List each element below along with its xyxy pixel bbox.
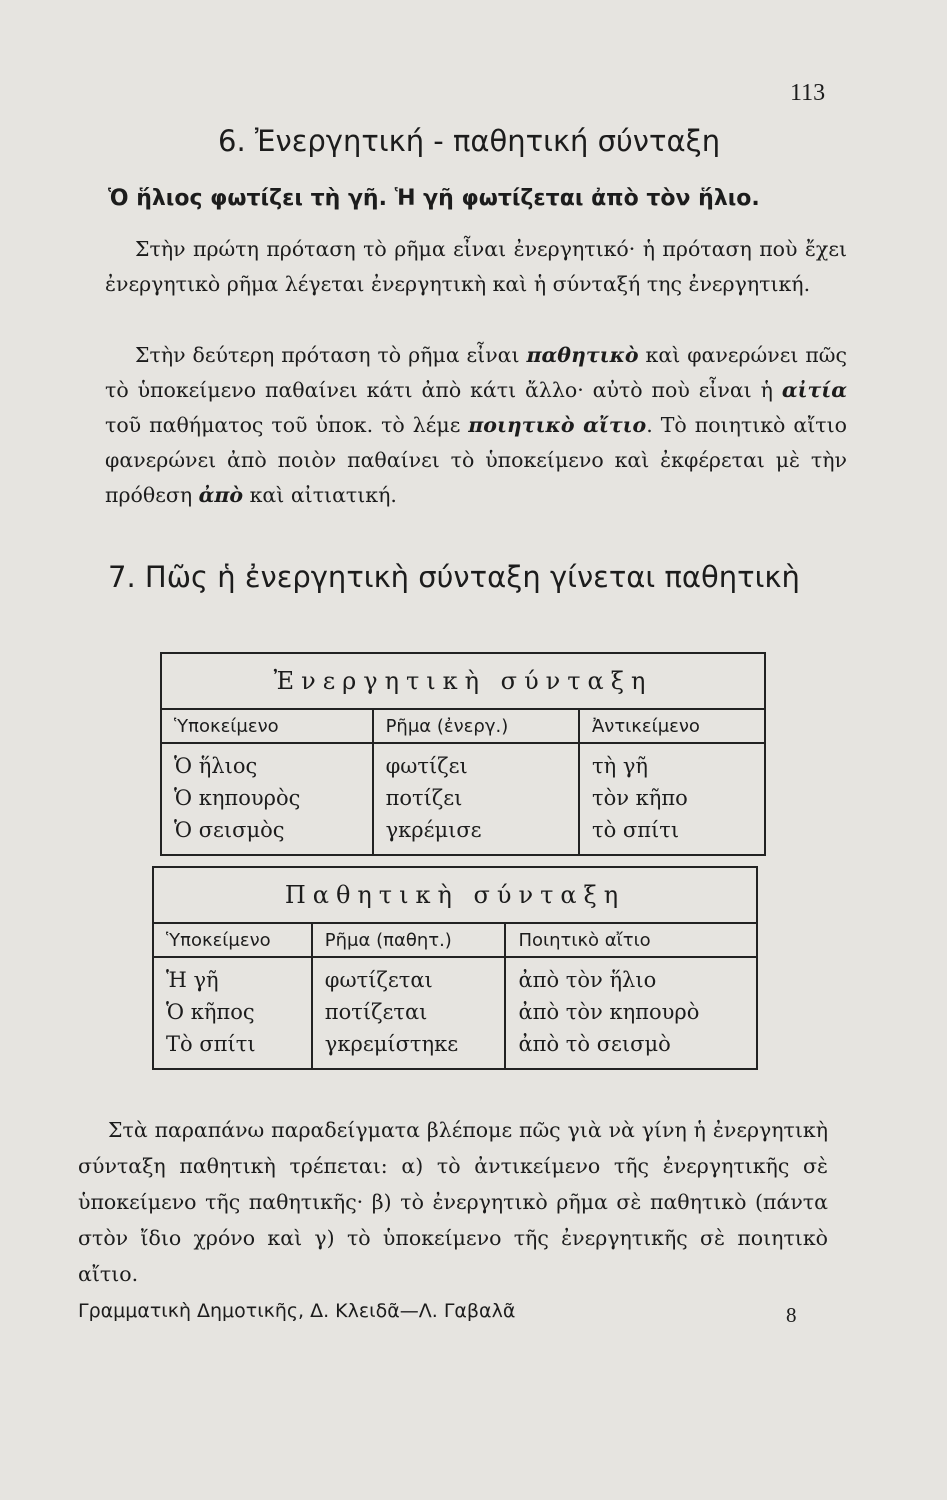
verb-cell bbox=[373, 743, 579, 855]
cell-line: ποτίζει bbox=[385, 786, 463, 810]
signature-mark: 8 bbox=[786, 1303, 797, 1327]
cell-line: τὸν κῆπο bbox=[591, 786, 688, 810]
active-table-title: Ἐνεργητικὴ σύνταξη bbox=[161, 653, 765, 709]
paragraph-passive bbox=[105, 338, 847, 513]
section-7-heading: 7. Πῶς ἡ ἐνεργητικὴ σύνταξη γίνεται παθητικὴ bbox=[108, 560, 800, 594]
cell-line: γκρέμισε bbox=[385, 818, 482, 842]
paragraph-active: Στὴν πρώτη πρόταση τὸ ρῆμα εἶναι ἐνεργητικό· ἡ πρόταση ποὺ ἔχει ἐνεργητικὸ ρῆμα λέγεται ἐνεργητικὴ καὶ ἡ σύνταξή της ἐνεργητική. bbox=[105, 237, 847, 296]
cell-line: Ἡ γῆ bbox=[166, 968, 219, 992]
term-agent: ποιητικὸ αἴτιο bbox=[468, 413, 647, 437]
cell-line: Ὁ κῆπος bbox=[166, 1000, 255, 1024]
cell-line: τὸ σπίτι bbox=[591, 818, 680, 842]
text-run: καὶ φανερώνει πῶς τὸ ὑποκείμενο παθαίνει κάτι ἀπὸ κάτι ἄλλο· αὐτὸ ποὺ εἶναι ἡ bbox=[105, 343, 847, 402]
cell-line: ἀπὸ τὸ σεισμὸ bbox=[518, 1032, 671, 1056]
cell-line: γκρεμίστηκε bbox=[324, 1032, 459, 1056]
page-number: 113 bbox=[790, 80, 826, 106]
cell-line: φωτίζει bbox=[385, 754, 468, 778]
col-header-verb: Ρῆμα (παθητ.) bbox=[312, 923, 506, 957]
cell-line: τὴ γῆ bbox=[591, 754, 648, 778]
paragraph-conversion: Στὰ παραπάνω παραδείγματα βλέπομε πῶς γιὰ νὰ γίνη ἡ ἐνεργητικὴ σύνταξη παθητικὴ τρέπεται: α) τὸ ἀντικείμενο τῆς ἐνεργητικῆς σὲ ὑποκείμενο τῆς παθητικῆς· β) τὸ ἐνεργητικὸ ρῆμα σὲ παθητικὸ (πάντα στὸν ἴδιο χρόνο καὶ γ) τὸ ὑποκείμενο τῆς ἐνεργητικῆς σὲ ποιητικὸ αἴτιο. bbox=[78, 1118, 828, 1286]
col-header-agent: Ποιητικὸ αἴτιο bbox=[505, 923, 757, 957]
cell-line: Ὁ κηπουρὸς bbox=[174, 786, 301, 810]
object-cell bbox=[579, 743, 765, 855]
term-preposition: ἀπὸ bbox=[198, 483, 244, 507]
verb-cell bbox=[312, 957, 506, 1069]
col-header-object: Ἀντικείμενο bbox=[579, 709, 765, 743]
passive-table-title: Παθητικὴ σύνταξη bbox=[153, 867, 757, 923]
example-sentence: Ὁ ἥλιος φωτίζει τὴ γῆ. Ἡ γῆ φωτίζεται ἀπὸ τὸν ἥλιο. bbox=[108, 186, 760, 211]
active-voice-table bbox=[160, 652, 766, 856]
cell-line: Ὁ ἥλιος bbox=[174, 754, 258, 778]
subject-cell bbox=[153, 957, 312, 1069]
cell-line: Τὸ σπίτι bbox=[166, 1032, 256, 1056]
text-run: Στὴν δεύτερη πρόταση τὸ ρῆμα εἶναι bbox=[135, 343, 527, 367]
col-header-subject: Ὑποκείμενο bbox=[153, 923, 312, 957]
subject-cell bbox=[161, 743, 373, 855]
term-passive: παθητικὸ bbox=[526, 343, 639, 367]
agent-cell bbox=[505, 957, 757, 1069]
cell-line: φωτίζεται bbox=[324, 968, 433, 992]
term-cause: αἰτία bbox=[781, 378, 847, 402]
text-run: καὶ αἰτιατική. bbox=[243, 483, 397, 507]
col-header-subject: Ὑποκείμενο bbox=[161, 709, 373, 743]
section-6-heading: 6. Ἐνεργητική - παθητική σύνταξη bbox=[218, 124, 721, 158]
footer-book-title: Γραμματικὴ Δημοτικῆς, Δ. Κλειδᾶ—Λ. Γαβαλᾶ bbox=[78, 1300, 516, 1322]
passive-voice-table bbox=[152, 866, 758, 1070]
text-run: . Τὸ ποιητικὸ αἴτιο φανερώνει ἀπὸ ποιὸν παθαίνει τὸ ὑποκείμενο καὶ ἐκφέρεται μὲ τὴν πρόθεση bbox=[105, 413, 847, 507]
text-run: τοῦ παθήματος τοῦ ὑποκ. τὸ λέμε bbox=[105, 413, 469, 437]
cell-line: ἀπὸ τὸν κηπουρὸ bbox=[518, 1000, 700, 1024]
cell-line: Ὁ σεισμὸς bbox=[174, 818, 285, 842]
cell-line: ἀπὸ τὸν ἥλιο bbox=[518, 968, 657, 992]
cell-line: ποτίζεται bbox=[324, 1000, 428, 1024]
col-header-verb: Ρῆμα (ἐνεργ.) bbox=[373, 709, 579, 743]
